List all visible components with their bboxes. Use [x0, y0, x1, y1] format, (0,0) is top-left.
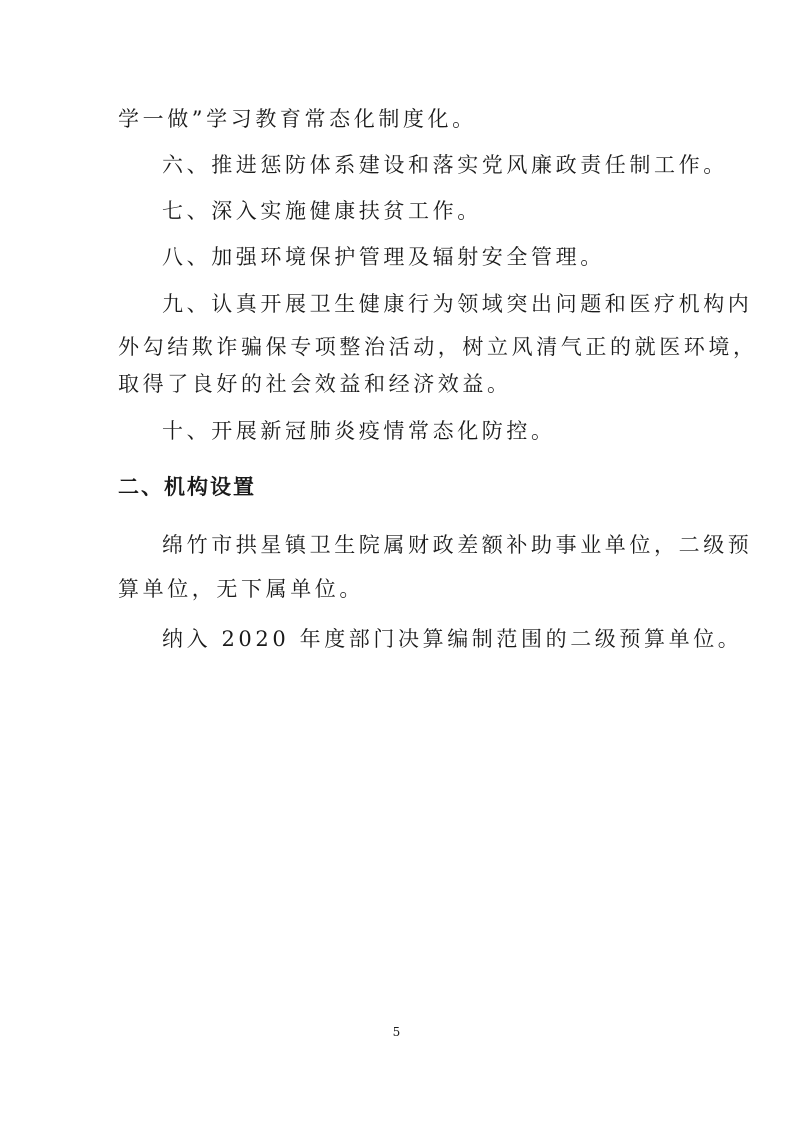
list-item-six: 六、推进惩防体系建设和落实党风廉政责任制工作。 — [162, 153, 728, 177]
list-item-nine-cont-2: 取得了良好的社会效益和经济效益。 — [118, 372, 512, 396]
list-item-ten: 十、开展新冠肺炎疫情常态化防控。 — [162, 419, 556, 443]
section-heading: 二、机构设置 — [118, 475, 256, 499]
list-item-seven: 七、深入实施健康扶贫工作。 — [162, 199, 482, 223]
section-paragraph-line-2: 算单位，无下属单位。 — [118, 577, 364, 601]
list-item-nine-cont-1: 外勾结欺诈骗保专项整治活动，树立风清气正的就医环境， — [118, 335, 758, 359]
list-item-nine: 九、认真开展卫生健康行为领域突出问题和医疗机构内 — [162, 292, 753, 316]
paragraph-line: 学一做”学习教育常态化制度化。 — [118, 107, 477, 131]
list-item-eight: 八、加强环境保护管理及辐射安全管理。 — [162, 245, 605, 269]
section-paragraph-line-3: 纳入 2020 年度部门决算编制范围的二级预算单位。 — [162, 627, 743, 651]
section-paragraph-line-1: 绵竹市拱星镇卫生院属财政差额补助事业单位，二级预 — [162, 533, 753, 557]
page-number: 5 — [392, 1025, 401, 1039]
